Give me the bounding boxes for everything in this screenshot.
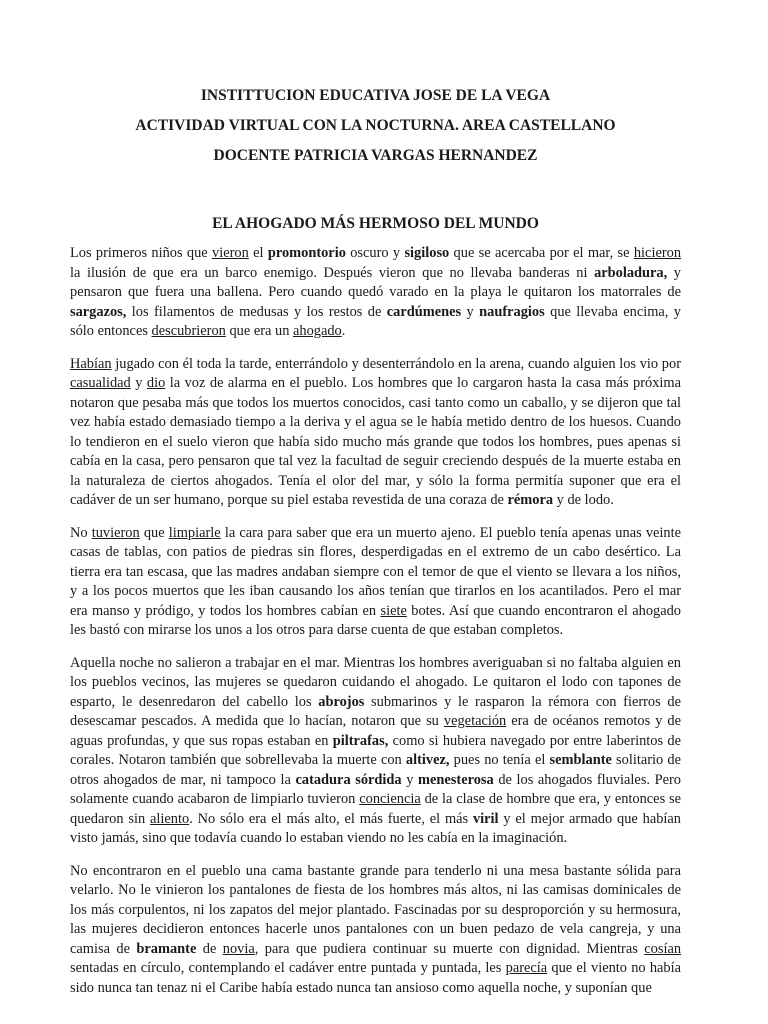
bold-term: semblante (549, 752, 612, 768)
underlined-term: Habían (70, 355, 112, 372)
text-run: y el mejor armado que habían visto jamás, sino que todavía cuando lo estaban viendo no les cabía en la imaginación. (70, 810, 681, 846)
text-run: y pensaron que fuera una ballena. Pero cuando quedó varado en la playa le quitaron los matorrales de (70, 264, 681, 300)
paragraph (70, 355, 681, 511)
text-run: , para que pudiera continuar su muerte con dignidad. Mientras (254, 940, 645, 957)
underlined-term: vieron (212, 245, 249, 261)
text-run: la cara para saber que era un muerto ajeno. El pueblo tenía apenas unas veinte casas de tablas, con patios de piedras sin flores, desperdigadas en el extremo de un cabo desértico. La tierra era tan escasa, que las madres andaban siempre con el temor de que el viento se llevara a los niños, y a los pocos muertos que les iban causando los años tenían que tirarlos en los acantilados. Pero el mar era manso y pródigo, y todos los hombres cabían en (70, 524, 681, 619)
text-run: y (130, 375, 147, 391)
text-run: . (341, 323, 346, 339)
text-run: de (196, 940, 223, 957)
text-run: era de océanos remotos y de aguas profundas, y que sus ropas estaban en (70, 713, 682, 749)
text-run: de la clase de hombre que era, y entonces se quedaron sin (70, 791, 682, 827)
bold-term: arboladura, (594, 264, 668, 281)
text-run: que el viento no había sido nunca tan tenaz ni el Caribe había estado nunca tan ansioso como aquella noche, y suponían que (70, 960, 681, 996)
bold-term: menesterosa (418, 771, 494, 788)
text-run: y (401, 771, 419, 788)
story-title: EL AHOGADO MÁS HERMOSO DEL MUNDO (212, 215, 539, 232)
paragraph (70, 244, 681, 342)
teacher-name: DOCENTE PATRICIA VARGAS HERNANDEZ (213, 147, 538, 164)
underlined-term: limpiarle (168, 524, 221, 541)
underlined-term: vegetación (443, 713, 507, 729)
bold-term: altivez, (405, 752, 450, 768)
bold-term: piltrafas, (332, 732, 389, 749)
bold-term: promontorio (267, 245, 346, 261)
text-run: y (461, 303, 480, 320)
bold-term: sargazos, (70, 303, 127, 320)
underlined-term: descubrieron (151, 323, 226, 339)
bold-term: catadura sórdida (295, 771, 402, 788)
underlined-term: novia (222, 940, 255, 957)
document-header (70, 0, 681, 171)
text-run: la voz de alarma en el pueblo. Los hombres que lo cargaron hasta la casa más próxima notaron que pesaba más que todos los muertos conocidos, casi tanto como un caballo, y se dijeron que tal vez había estado demasiado tiempo a la deriva y el agua se le había metido dentro de los huesos. Cuando lo tendieron en el suelo vieron que había sido mucho más grande que todos los hombres, pues apenas si cabía en la casa, pero pensaron que tal vez la facultad de seguir creciendo después de la muerte estaba en la naturaleza de ciertos ahogados. Tenía el olor del mar, y sólo la forma permitía suponer que era el cadáver de un ser humano, porque su piel estaba revestida de una coraza de (70, 375, 682, 508)
underlined-term: tuvieron (91, 524, 140, 541)
text-run: botes. Así que cuando encontraron el ahogado les bastó con mirarse los unos a los otros para darse cuenta de que estaban completos. (70, 602, 681, 638)
underlined-term: aliento (150, 810, 190, 827)
underlined-term: dio (146, 375, 166, 391)
text-run: jugado con él toda la tarde, enterrándolo y desenterrándolo en la arena, cuando alguien los vio por (111, 355, 681, 372)
text-run: Los primeros niños que (70, 245, 212, 261)
institution-name: INSTITTUCION EDUCATIVA JOSE DE LA VEGA (200, 87, 551, 104)
text-run: los filamentos de medusas y los restos de (126, 303, 387, 320)
text-run: el (248, 245, 268, 261)
text-run: que llevaba encima, y sólo entonces (70, 303, 681, 339)
activity-title: ACTIVIDAD VIRTUAL CON LA NOCTURNA. AREA CASTELLANO (135, 117, 616, 134)
text-run: la ilusión de que era un barco enemigo. Después vieron que no llevaba banderas ni (70, 264, 595, 281)
text-run: que se acercaba por el mar, se (449, 245, 634, 261)
text-run: sentadas en círculo, contemplando el cadáver entre puntada y puntada, les (70, 960, 506, 976)
text-run: pues no tenía el (449, 752, 550, 768)
underlined-term: cosían (644, 940, 682, 957)
paragraph (70, 524, 681, 641)
underlined-term: ahogado (293, 323, 342, 339)
text-run: solitario de otros ahogados de mar, ni tampoco la (70, 752, 681, 788)
text-run: que (139, 524, 169, 541)
paragraph (70, 862, 681, 999)
text-run: No (70, 524, 92, 541)
text-run: y de lodo. (553, 492, 614, 508)
bold-term: viril (472, 810, 499, 827)
underlined-term: siete (380, 602, 407, 619)
underlined-term: parecía (505, 960, 548, 976)
underlined-term: casualidad (70, 375, 131, 391)
bold-term: naufragios (479, 303, 545, 320)
text-run: submarinos y le rasparon la rémora con fierros de desescamar pescados. A medida que lo hacían, notaron que su (70, 693, 681, 729)
text-run: Aquella noche no salieron a trabajar en el mar. Mientras los hombres averiguaban si no faltaba alguien en los pueblos vecinos, las mujeres se quedaron cuidando el ahogado. Le quitaron el lodo con tapones de esparto, le desenredaron del cabello los (70, 654, 681, 710)
bold-term: bramante (136, 940, 197, 957)
bold-term: cardúmenes (386, 303, 462, 320)
bold-term: sigiloso (404, 245, 450, 261)
text-run: . No sólo era el más alto, el más fuerte, el más (189, 810, 473, 827)
underlined-term: hicieron (633, 245, 682, 261)
bold-term: rémora (507, 492, 554, 508)
paragraph (70, 654, 681, 849)
text-run: de los ahogados fluviales. Pero solamente cuando acabaron de limpiarlo tuvieron (70, 771, 681, 807)
text-run: como si hubiera navegado por entre laberintos de corales. Notaron también que sobrellevaba la muerte con (70, 732, 681, 768)
story-body (70, 244, 681, 998)
text-run: que era un (225, 323, 293, 339)
text-run: No encontraron en el pueblo una cama bastante grande para tenderlo ni una mesa bastante sólida para velarlo. No le vinieron los pantalones de fiesta de los hombres más altos, ni las camisas dominicales de los más corpulentos, ni los zapatos del mejor plantado. Fascinadas por su desproporción y su hermosura, las mujeres decidieron entonces hacerle unos pantalones con un buen pedazo de vela cangreja, y una camisa de (70, 862, 681, 957)
bold-term: abrojos (318, 693, 365, 710)
text-run: oscuro y (345, 245, 405, 261)
underlined-term: conciencia (359, 791, 421, 807)
